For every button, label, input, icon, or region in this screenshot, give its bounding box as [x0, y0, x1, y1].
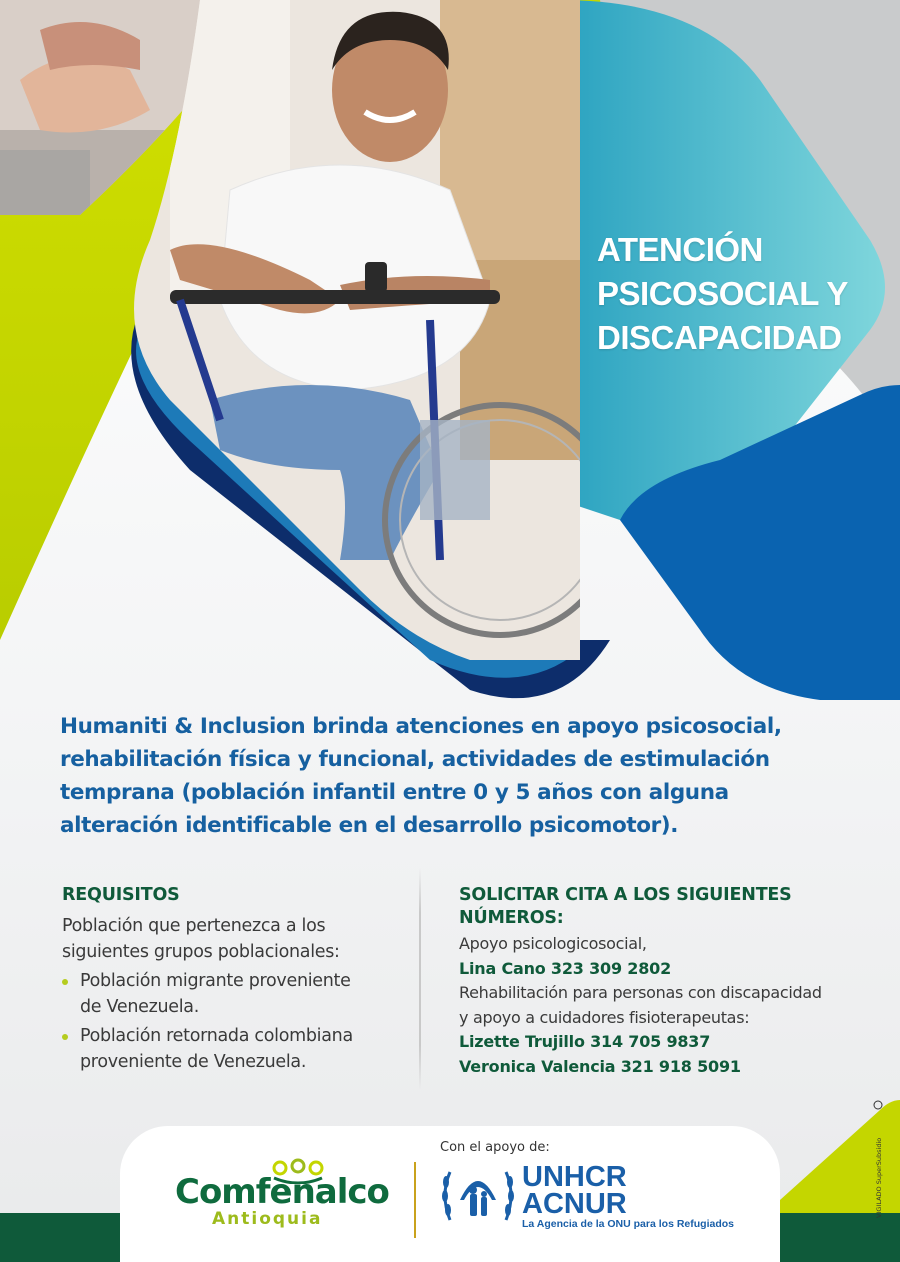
supersubsidio-icon — [872, 1100, 884, 1220]
unhcr-logo-sub: La Agencia de la ONU para los Refugiados — [522, 1218, 734, 1230]
list-item — [62, 1023, 402, 1075]
intro-line-4: alteración identificable en el desarrollo psicomotor). — [60, 813, 678, 838]
requirements-heading: REQUISITOS — [62, 885, 180, 905]
title-line-3: DISCAPACIDAD — [597, 319, 842, 356]
list-item — [62, 968, 402, 1020]
requirements-text-line-1: Población que pertenezca a los — [62, 916, 326, 936]
man-wheelchair-photo — [110, 0, 580, 660]
requirements-text — [62, 913, 402, 965]
vigilado-text: VIGILADO SuperSubsidio — [875, 1137, 883, 1218]
unhcr-line-1: UNHCR — [522, 1161, 627, 1193]
column-divider — [419, 868, 421, 1090]
bullet-icon — [62, 1034, 68, 1040]
logo-divider — [414, 1162, 416, 1238]
requirements-section — [62, 884, 402, 1075]
title-line-1: ATENCIÓN — [597, 231, 763, 268]
list-item-line-2: de Venezuela. — [80, 997, 199, 1017]
poster-title — [597, 228, 887, 360]
list-item-line-2: proveniente de Venezuela. — [80, 1052, 307, 1072]
bullet-icon — [62, 979, 68, 985]
intro-line-1: Humaniti & Inclusion brinda atenciones en apoyo psicosocial, — [60, 714, 782, 739]
contact-lizette-trujillo[interactable]: Lizette Trujillo 314 705 9837 — [459, 1032, 711, 1051]
list-item-line-1: Población migrante proveniente — [80, 971, 351, 991]
comfenalco-logo-name: Comfenalco — [175, 1172, 389, 1212]
service-rehabilitation-line-2: y apoyo a cuidadores fisioterapeutas: — [459, 1007, 750, 1027]
appointments-section — [459, 884, 879, 1079]
service-rehabilitation-line-1: Rehabilitación para personas con discapacidad — [459, 983, 822, 1002]
contact-veronica-valencia[interactable]: Veronica Valencia 321 918 5091 — [459, 1056, 741, 1076]
comfenalco-logo-sub: Antioquia — [212, 1209, 323, 1229]
intro-line-2: rehabilitación física y funcional, actividades de estimulación — [60, 747, 770, 772]
contact-lina-cano[interactable]: Lina Cano 323 309 2802 — [459, 958, 671, 978]
appointments-heading-line-2: NÚMEROS: — [459, 908, 564, 928]
intro-line-3: temprana (población infantil entre 0 y 5 años con alguna — [60, 780, 729, 805]
unhcr-logo-text — [522, 1161, 627, 1220]
title-line-2: PSICOSOCIAL Y — [597, 275, 848, 312]
requirements-text-line-2: siguientes grupos poblacionales: — [62, 942, 340, 962]
support-label: Con el apoyo de: — [440, 1140, 550, 1155]
requirements-list — [62, 968, 402, 1075]
list-item-line-1: Población retornada colombiana — [80, 1026, 353, 1046]
appointments-heading-line-1: SOLICITAR CITA A LOS SIGUIENTES — [459, 885, 792, 905]
service-psychosocial: Apoyo psicologicosocial, — [459, 934, 647, 953]
unhcr-line-2: ACNUR — [522, 1188, 627, 1220]
service-rehabilitation — [459, 981, 879, 1030]
appointments-heading — [459, 884, 879, 930]
unhcr-emblem-icon — [440, 1160, 516, 1230]
intro-paragraph — [60, 710, 840, 842]
